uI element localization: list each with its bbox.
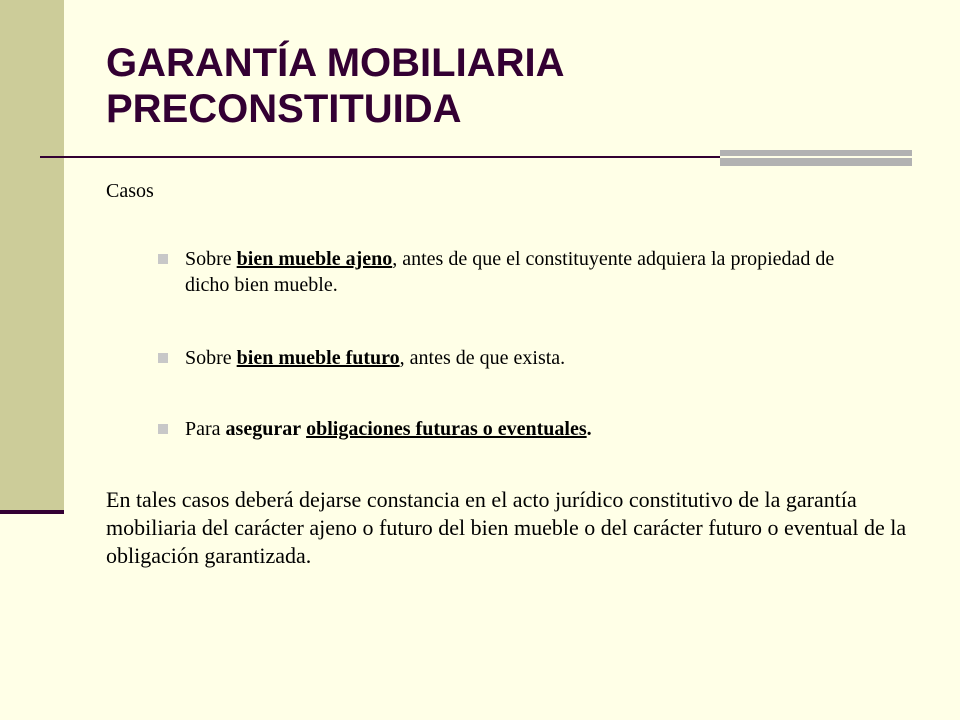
bullet-text-pre: Sobre: [185, 347, 237, 369]
left-bar-underline: [0, 510, 64, 514]
bullet-item: [158, 416, 878, 442]
square-bullet-icon: [158, 353, 168, 363]
bullet-text: [185, 246, 878, 298]
bullet-text-post: , antes de que exista.: [399, 347, 566, 369]
bullet-text-post: , antes de que el constituyente adquiera la propiedad de dicho bien mueble.: [185, 248, 835, 296]
section-label: Casos: [106, 180, 154, 202]
slide-title-line-2: PRECONSTITUIDA: [106, 87, 462, 131]
bullet-text-post: .: [586, 418, 592, 440]
bullet-text-bold: asegurar: [225, 418, 302, 440]
bullet-text-emphasis: obligaciones futuras o eventuales: [306, 418, 587, 440]
square-bullet-icon: [158, 424, 168, 434]
title-divider-accent: [720, 150, 912, 166]
bullet-text-emphasis: bien mueble ajeno: [236, 248, 393, 270]
bullet-text-pre: Sobre: [185, 248, 237, 270]
slide-title: [106, 40, 906, 132]
bullet-text-emphasis: bien mueble futuro: [236, 347, 400, 369]
bullet-item: [158, 246, 878, 298]
body-paragraph: En tales casos deberá dejarse constancia en el acto jurídico constitutivo de la garantía mobiliaria del carácter ajeno o futuro del bien mueble o del carácter futuro o eventual de la obligación garantizada.: [106, 487, 907, 568]
bullet-item: [158, 345, 878, 371]
square-bullet-icon: [158, 254, 168, 264]
left-decorative-bar: [0, 0, 64, 510]
bullet-text-pre: Para: [185, 418, 226, 440]
slide-title-line-1: GARANTÍA MOBILIARIA: [106, 41, 565, 85]
bullet-text: [185, 416, 878, 442]
bullet-text: [185, 345, 878, 371]
